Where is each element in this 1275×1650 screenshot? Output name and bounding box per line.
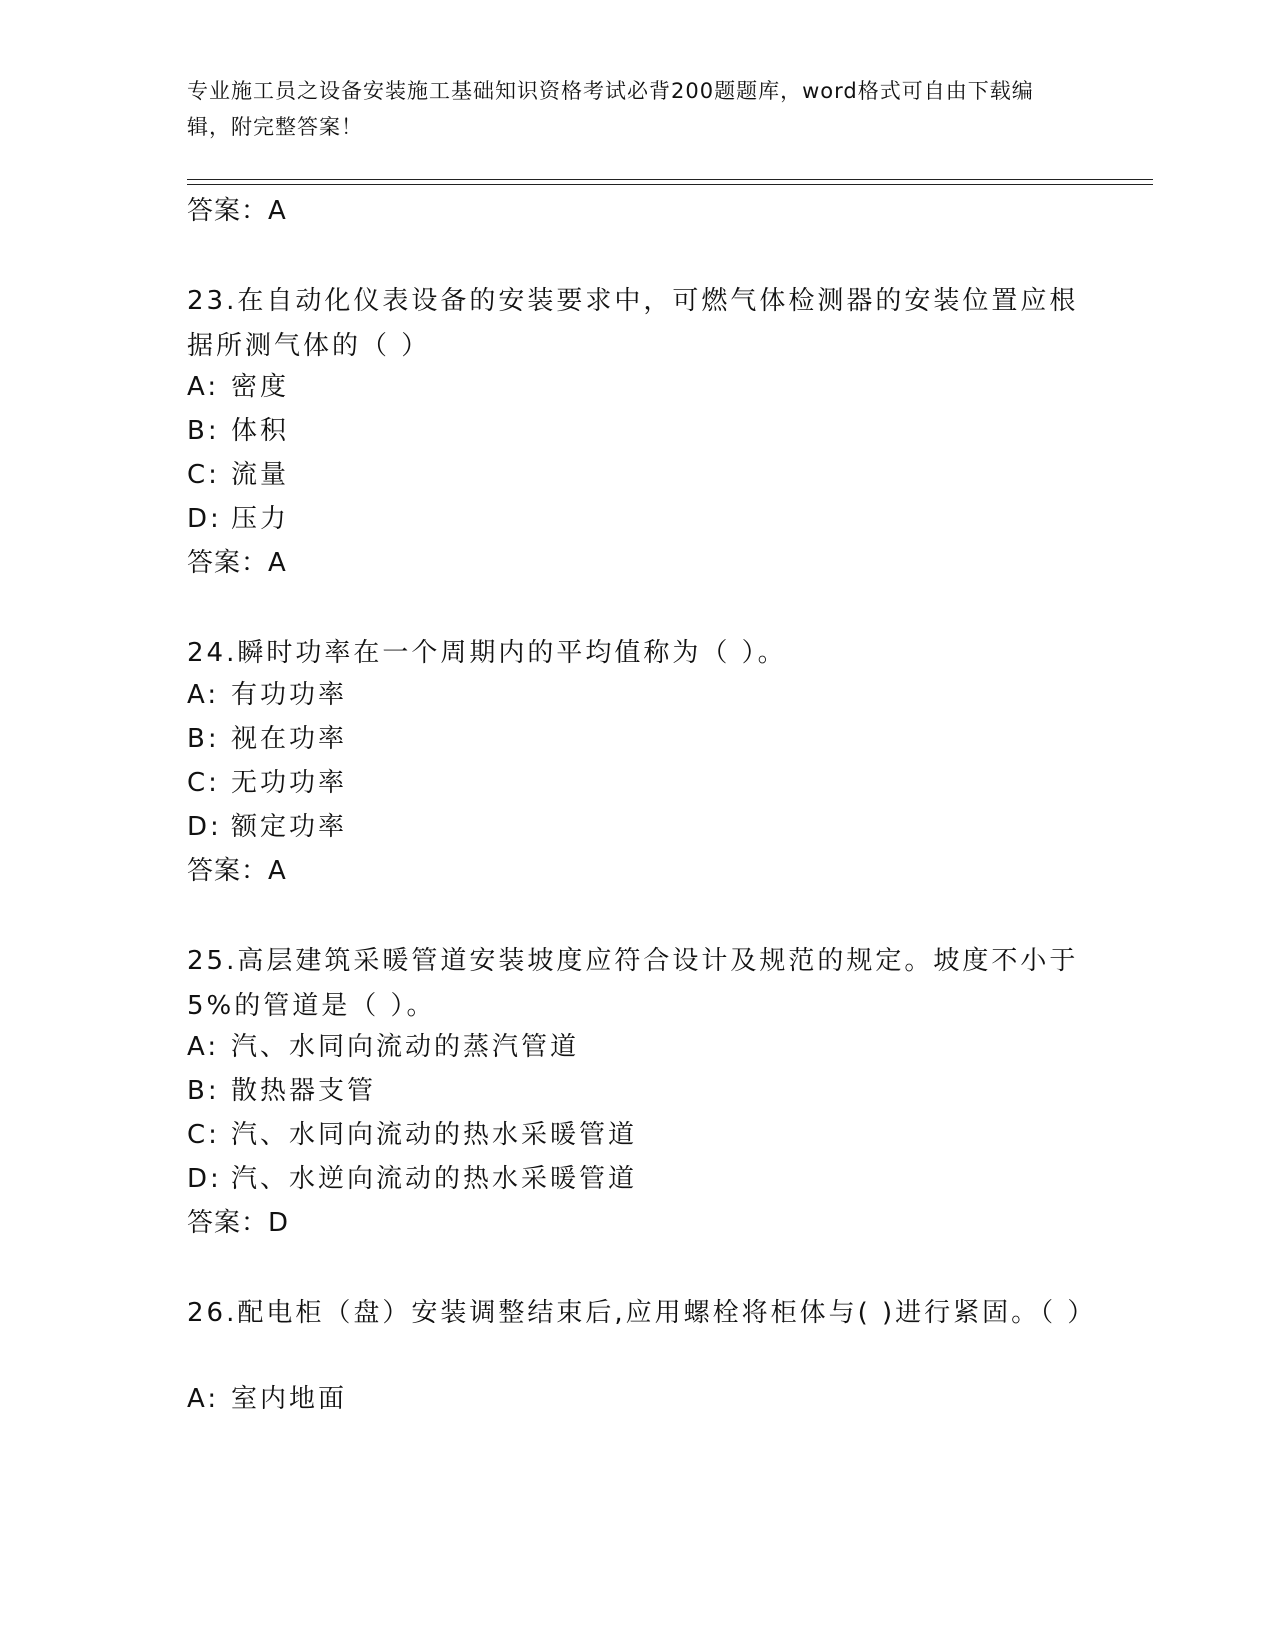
option-label: B: bbox=[187, 1076, 220, 1106]
header-divider-top bbox=[187, 179, 1153, 180]
option-text: 有功功率 bbox=[231, 680, 348, 710]
question-24-stem: 24.瞬时功率在一个周期内的平均值称为（ ）。 bbox=[187, 638, 787, 668]
answer-q23: 答案：A bbox=[187, 548, 287, 578]
option-label: C: bbox=[187, 1120, 220, 1150]
option-text: 汽、水逆向流动的热水采暖管道 bbox=[231, 1164, 638, 1194]
option-text: 汽、水同向流动的蒸汽管道 bbox=[231, 1032, 580, 1062]
option-text: 汽、水同向流动的热水采暖管道 bbox=[231, 1120, 638, 1150]
answer-q22: 答案：A bbox=[187, 196, 287, 226]
option-text: 无功功率 bbox=[231, 768, 348, 798]
question-23-option-a bbox=[187, 367, 289, 407]
question-25-option-d bbox=[187, 1159, 637, 1199]
answer-q24: 答案：A bbox=[187, 856, 287, 886]
question-26-stem: 26.配电柜（盘）安装调整结束后,应用螺栓将柜体与( )进行紧固。（ ） bbox=[187, 1298, 1097, 1328]
option-text: 散热器支管 bbox=[231, 1076, 377, 1106]
question-24-option-b bbox=[187, 719, 347, 759]
answer-q25: 答案：D bbox=[187, 1208, 290, 1238]
option-text: 视在功率 bbox=[231, 724, 348, 754]
option-label: A: bbox=[187, 1384, 220, 1414]
option-label: D: bbox=[187, 504, 222, 534]
option-text: 流量 bbox=[231, 460, 290, 490]
question-23-option-d bbox=[187, 499, 289, 539]
document-header: 专业施工员之设备安装施工基础知识资格考试必背200题题库，word格式可自由下载编辑，附完整答案！ bbox=[187, 79, 1034, 139]
option-label: B: bbox=[187, 416, 220, 446]
option-text: 额定功率 bbox=[231, 812, 348, 842]
option-label: C: bbox=[187, 768, 220, 798]
question-24-option-a bbox=[187, 675, 347, 715]
question-25-option-c bbox=[187, 1115, 637, 1155]
option-label: C: bbox=[187, 460, 220, 490]
option-text: 压力 bbox=[231, 504, 290, 534]
option-text: 体积 bbox=[231, 416, 290, 446]
option-text: 室内地面 bbox=[231, 1384, 348, 1414]
option-text: 密度 bbox=[231, 372, 290, 402]
option-label: B: bbox=[187, 724, 220, 754]
question-25-option-b bbox=[187, 1071, 376, 1111]
option-label: D: bbox=[187, 1164, 222, 1194]
option-label: D: bbox=[187, 812, 222, 842]
option-label: A: bbox=[187, 372, 220, 402]
question-23-stem: 23.在自动化仪表设备的安装要求中，可燃气体检测器的安装位置应根据所测气体的（ ） bbox=[187, 286, 1079, 361]
question-23-option-b bbox=[187, 411, 289, 451]
question-25-option-a bbox=[187, 1027, 579, 1067]
option-label: A: bbox=[187, 680, 220, 710]
header-divider-bottom bbox=[187, 184, 1153, 185]
question-26-option-a bbox=[187, 1379, 347, 1419]
question-23-option-c bbox=[187, 455, 289, 495]
question-25-stem: 25.高层建筑采暖管道安装坡度应符合设计及规范的规定。坡度不小于5%的管道是（ ）。 bbox=[187, 946, 1079, 1021]
question-24-option-d bbox=[187, 807, 347, 847]
question-24-option-c bbox=[187, 763, 347, 803]
option-label: A: bbox=[187, 1032, 220, 1062]
